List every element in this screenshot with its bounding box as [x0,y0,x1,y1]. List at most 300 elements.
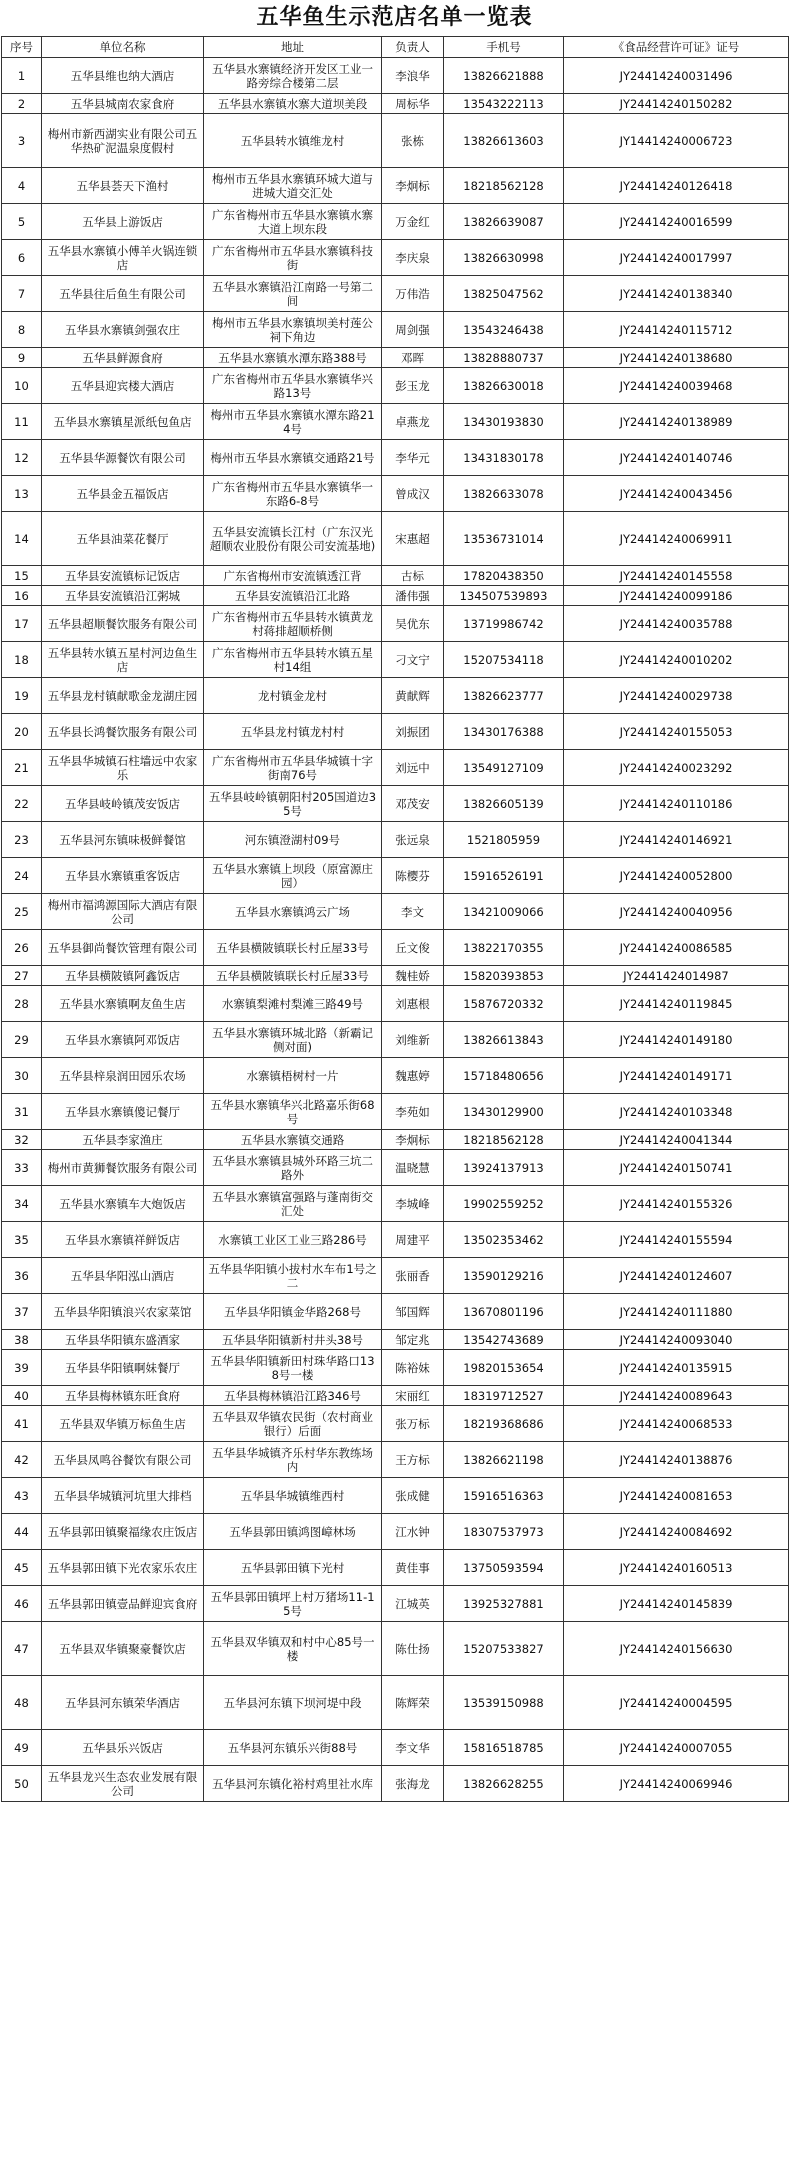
cell-phone: 18319712527 [444,1386,564,1406]
cell-person: 刘振团 [382,714,444,750]
table-row [2,168,789,204]
cell-unit-name: 五华县华源餐饮有限公司 [42,440,204,476]
cell-address: 五华县河东镇乐兴街88号 [204,1730,382,1766]
cell-unit-name: 五华县安流镇沿江粥城 [42,586,204,606]
cell-license: JY24414240084692 [564,1514,789,1550]
cell-unit-name: 五华县荟天下渔村 [42,168,204,204]
cell-no: 30 [2,1058,42,1094]
cell-license: JY24414240111880 [564,1294,789,1330]
table-row [2,822,789,858]
cell-address: 五华县水寨镇鸿云广场 [204,894,382,930]
cell-no: 9 [2,348,42,368]
table-row [2,512,789,566]
cell-license: JY24414240099186 [564,586,789,606]
cell-unit-name: 五华县水寨镇傻记餐厅 [42,1094,204,1130]
cell-address: 龙村镇金龙村 [204,678,382,714]
cell-no: 41 [2,1406,42,1442]
cell-no: 26 [2,930,42,966]
cell-address: 五华县龙村镇龙村村 [204,714,382,750]
cell-address: 五华县河东镇化裕村鸡里社水库 [204,1766,382,1802]
table-row [2,1622,789,1676]
cell-unit-name: 五华县华阳泓山酒店 [42,1258,204,1294]
cell-person: 李炯标 [382,1130,444,1150]
table-row [2,348,789,368]
cell-unit-name: 五华县龙村镇献歌金龙湖庄园 [42,678,204,714]
cell-address: 五华县梅林镇沿江路346号 [204,1386,382,1406]
cell-no: 47 [2,1622,42,1676]
cell-unit-name: 五华县郭田镇壹品鲜迎宾食府 [42,1586,204,1622]
cell-phone: 13421009066 [444,894,564,930]
cell-phone: 17820438350 [444,566,564,586]
cell-unit-name: 五华县水寨镇星派纸包鱼店 [42,404,204,440]
cell-no: 45 [2,1550,42,1586]
table-row [2,930,789,966]
cell-license: JY24414240155594 [564,1222,789,1258]
cell-no: 29 [2,1022,42,1058]
cell-unit-name: 五华县御尚餐饮管理有限公司 [42,930,204,966]
cell-license: JY24414240010202 [564,642,789,678]
cell-license: JY24414240007055 [564,1730,789,1766]
cell-license: JY24414240052800 [564,858,789,894]
cell-person: 万伟浩 [382,276,444,312]
cell-phone: 134507539893 [444,586,564,606]
table-row [2,1766,789,1802]
table-row [2,1676,789,1730]
cell-unit-name: 五华县双华镇聚豪餐饮店 [42,1622,204,1676]
cell-license: JY24414240155326 [564,1186,789,1222]
cell-phone: 18218562128 [444,168,564,204]
cell-no: 18 [2,642,42,678]
cell-unit-name: 梅州市新西湖实业有限公司五华热矿泥温泉度假村 [42,114,204,168]
table-row [2,1186,789,1222]
cell-address: 五华县郭田镇坪上村万猪场11-15号 [204,1586,382,1622]
cell-address: 五华县水寨镇华兴北路嘉乐街68号 [204,1094,382,1130]
cell-no: 14 [2,512,42,566]
cell-no: 8 [2,312,42,348]
cell-phone: 13430176388 [444,714,564,750]
cell-person: 陈樱芬 [382,858,444,894]
cell-unit-name: 五华县郭田镇聚福缘农庄饭店 [42,1514,204,1550]
cell-phone: 1521805959 [444,822,564,858]
table-row [2,368,789,404]
cell-address: 五华县水寨镇水寨大道坝美段 [204,94,382,114]
cell-address: 五华县华阳镇新村井头38号 [204,1330,382,1350]
cell-person: 温晓慧 [382,1150,444,1186]
cell-no: 5 [2,204,42,240]
cell-license: JY24414240138989 [564,404,789,440]
cell-person: 刁文宁 [382,642,444,678]
cell-phone: 13924137913 [444,1150,564,1186]
cell-address: 广东省梅州市五华县水寨镇科技街 [204,240,382,276]
cell-address: 五华县水寨镇水潭东路388号 [204,348,382,368]
cell-no: 27 [2,966,42,986]
table-row [2,986,789,1022]
cell-phone: 13502353462 [444,1222,564,1258]
cell-license: JY24414240103348 [564,1094,789,1130]
cell-phone: 13543222113 [444,94,564,114]
cell-unit-name: 五华县华阳镇东盛酒家 [42,1330,204,1350]
cell-unit-name: 五华县河东镇味极鲜餐馆 [42,822,204,858]
cell-license: JY2441424014987 [564,966,789,986]
cell-phone: 15916516363 [444,1478,564,1514]
cell-license: JY24414240031496 [564,58,789,94]
table-row [2,94,789,114]
cell-license: JY24414240004595 [564,1676,789,1730]
cell-unit-name: 五华县往后鱼生有限公司 [42,276,204,312]
cell-license: JY24414240155053 [564,714,789,750]
cell-license: JY24414240135915 [564,1350,789,1386]
cell-unit-name: 五华县双华镇万标鱼生店 [42,1406,204,1442]
cell-phone: 13828880737 [444,348,564,368]
column-header-unit: 单位名称 [42,37,204,58]
cell-no: 33 [2,1150,42,1186]
table-row [2,1550,789,1586]
cell-address: 五华县河东镇下坝河堤中段 [204,1676,382,1730]
cell-no: 13 [2,476,42,512]
cell-no: 20 [2,714,42,750]
cell-no: 39 [2,1350,42,1386]
table-row [2,566,789,586]
cell-license: JY24414240039468 [564,368,789,404]
cell-no: 38 [2,1330,42,1350]
cell-phone: 13822170355 [444,930,564,966]
cell-phone: 13826623777 [444,678,564,714]
cell-address: 梅州市五华县水寨镇水潭东路214号 [204,404,382,440]
column-header-address: 地址 [204,37,382,58]
cell-unit-name: 五华县迎宾楼大酒店 [42,368,204,404]
cell-no: 28 [2,986,42,1022]
cell-license: JY24414240124607 [564,1258,789,1294]
cell-person: 古标 [382,566,444,586]
cell-no: 11 [2,404,42,440]
cell-phone: 13925327881 [444,1586,564,1622]
cell-person: 李文 [382,894,444,930]
cell-address: 五华县转水镇维龙村 [204,114,382,168]
cell-address: 五华县水寨镇沿江南路一号第二间 [204,276,382,312]
cell-license: JY24414240140746 [564,440,789,476]
cell-address: 五华县郭田镇下光村 [204,1550,382,1586]
table-row [2,714,789,750]
table-row [2,240,789,276]
cell-license: JY24414240145558 [564,566,789,586]
cell-person: 陈辉荣 [382,1676,444,1730]
column-header-license: 《食品经营许可证》证号 [564,37,789,58]
cell-address: 五华县华城镇维西村 [204,1478,382,1514]
cell-no: 24 [2,858,42,894]
cell-license: JY24414240040956 [564,894,789,930]
cell-no: 12 [2,440,42,476]
cell-person: 张成健 [382,1478,444,1514]
cell-address: 水寨镇工业区工业三路286号 [204,1222,382,1258]
cell-phone: 15876720332 [444,986,564,1022]
cell-unit-name: 五华县鲜源食府 [42,348,204,368]
cell-license: JY24414240150741 [564,1150,789,1186]
cell-address: 广东省梅州市安流镇透江背 [204,566,382,586]
cell-person: 王方标 [382,1442,444,1478]
cell-person: 刘维新 [382,1022,444,1058]
cell-license: JY14414240006723 [564,114,789,168]
cell-phone: 19820153654 [444,1350,564,1386]
cell-license: JY24414240138680 [564,348,789,368]
cell-phone: 13549127109 [444,750,564,786]
table-row [2,1514,789,1550]
cell-address: 河东镇澄湖村09号 [204,822,382,858]
table-row [2,1294,789,1330]
cell-phone: 13826639087 [444,204,564,240]
cell-license: JY24414240086585 [564,930,789,966]
cell-address: 五华县华阳镇金华路268号 [204,1294,382,1330]
table-row [2,786,789,822]
cell-phone: 13826628255 [444,1766,564,1802]
table-row [2,440,789,476]
cell-no: 17 [2,606,42,642]
cell-unit-name: 五华县水寨镇车大炮饭店 [42,1186,204,1222]
cell-phone: 13826621888 [444,58,564,94]
cell-phone: 18219368686 [444,1406,564,1442]
cell-no: 6 [2,240,42,276]
cell-unit-name: 五华县华阳镇浪兴农家菜馆 [42,1294,204,1330]
cell-address: 五华县水寨镇经济开发区工业一路旁综合楼第二层 [204,58,382,94]
table-row [2,1350,789,1386]
cell-no: 7 [2,276,42,312]
cell-license: JY24414240138340 [564,276,789,312]
cell-phone: 19902559252 [444,1186,564,1222]
cell-person: 刘惠根 [382,986,444,1022]
cell-person: 邓晖 [382,348,444,368]
cell-unit-name: 五华县横陂镇阿鑫饭店 [42,966,204,986]
cell-person: 万金红 [382,204,444,240]
cell-person: 李城峰 [382,1186,444,1222]
cell-person: 李浪华 [382,58,444,94]
cell-person: 周建平 [382,1222,444,1258]
cell-license: JY24414240146921 [564,822,789,858]
table-row [2,1222,789,1258]
table-row [2,1022,789,1058]
cell-person: 吴优东 [382,606,444,642]
cell-phone: 13670801196 [444,1294,564,1330]
cell-phone: 13543246438 [444,312,564,348]
cell-no: 32 [2,1130,42,1150]
cell-phone: 13826605139 [444,786,564,822]
cell-person: 邓茂安 [382,786,444,822]
cell-unit-name: 五华县金五福饭店 [42,476,204,512]
cell-no: 2 [2,94,42,114]
cell-no: 36 [2,1258,42,1294]
cell-person: 卓燕龙 [382,404,444,440]
cell-phone: 13542743689 [444,1330,564,1350]
cell-address: 广东省梅州市五华县转水镇黄龙村蒋排超顺桥侧 [204,606,382,642]
cell-person: 李华元 [382,440,444,476]
cell-no: 35 [2,1222,42,1258]
cell-person: 刘远中 [382,750,444,786]
cell-person: 黄献辉 [382,678,444,714]
cell-person: 李苑如 [382,1094,444,1130]
cell-phone: 13826630998 [444,240,564,276]
cell-no: 37 [2,1294,42,1330]
table-row [2,606,789,642]
cell-address: 五华县华阳镇小拔村水车布1号之二 [204,1258,382,1294]
cell-unit-name: 五华县城南农家食府 [42,94,204,114]
table-row [2,204,789,240]
cell-unit-name: 五华县油菜花餐厅 [42,512,204,566]
table-row [2,858,789,894]
table-row [2,750,789,786]
cell-no: 19 [2,678,42,714]
table-body [2,58,789,1802]
cell-no: 4 [2,168,42,204]
table-row [2,114,789,168]
cell-address: 五华县水寨镇交通路 [204,1130,382,1150]
cell-no: 40 [2,1386,42,1406]
cell-address: 五华县横陂镇联长村丘屋33号 [204,966,382,986]
cell-person: 李文华 [382,1730,444,1766]
cell-phone: 13590129216 [444,1258,564,1294]
table-row [2,1478,789,1514]
cell-person: 宋丽红 [382,1386,444,1406]
cell-no: 1 [2,58,42,94]
cell-address: 五华县岐岭镇朝阳村205国道边35号 [204,786,382,822]
cell-no: 44 [2,1514,42,1550]
cell-address: 梅州市五华县水寨镇交通路21号 [204,440,382,476]
cell-address: 梅州市五华县水寨镇坝美村莲公祠下角边 [204,312,382,348]
cell-person: 周剑强 [382,312,444,348]
cell-person: 黄佳事 [382,1550,444,1586]
cell-person: 张海龙 [382,1766,444,1802]
table-row [2,894,789,930]
cell-unit-name: 五华县梅林镇东旺食府 [42,1386,204,1406]
cell-address: 五华县安流镇长江村（广东汉光超顺农业股份有限公司安流基地) [204,512,382,566]
cell-license: JY24414240119845 [564,986,789,1022]
cell-person: 宋惠超 [382,512,444,566]
cell-phone: 13539150988 [444,1676,564,1730]
table-row [2,678,789,714]
cell-license: JY24414240145839 [564,1586,789,1622]
table-row [2,1058,789,1094]
cell-address: 五华县郭田镇鸿图嶂林场 [204,1514,382,1550]
table-row [2,312,789,348]
cell-phone: 13826613603 [444,114,564,168]
cell-phone: 18307537973 [444,1514,564,1550]
cell-license: JY24414240149180 [564,1022,789,1058]
cell-no: 10 [2,368,42,404]
cell-unit-name: 五华县华阳镇啊妹餐厅 [42,1350,204,1386]
cell-address: 广东省梅州市五华县水寨镇华兴路13号 [204,368,382,404]
cell-person: 陈仕扬 [382,1622,444,1676]
cell-person: 张丽香 [382,1258,444,1294]
cell-address: 五华县双华镇双和村中心85号一楼 [204,1622,382,1676]
cell-unit-name: 五华县转水镇五星村河边鱼生店 [42,642,204,678]
cell-license: JY24414240016599 [564,204,789,240]
table-row [2,276,789,312]
cell-address: 广东省梅州市五华县水寨镇水寨大道上坝东段 [204,204,382,240]
cell-license: JY24414240150282 [564,94,789,114]
restaurant-list-table [1,36,789,1802]
cell-unit-name: 五华县水寨镇阿邓饭店 [42,1022,204,1058]
table-header-row [2,37,789,58]
cell-unit-name: 梅州市福鸿源国际大酒店有限公司 [42,894,204,930]
cell-address: 水寨镇梧树村一片 [204,1058,382,1094]
cell-no: 49 [2,1730,42,1766]
cell-unit-name: 五华县超顺餐饮服务有限公司 [42,606,204,642]
cell-no: 22 [2,786,42,822]
cell-phone: 13825047562 [444,276,564,312]
cell-unit-name: 五华县凤鸣谷餐饮有限公司 [42,1442,204,1478]
cell-license: JY24414240041344 [564,1130,789,1150]
cell-no: 43 [2,1478,42,1514]
cell-no: 34 [2,1186,42,1222]
cell-person: 张栋 [382,114,444,168]
table-row [2,1150,789,1186]
cell-phone: 15207534118 [444,642,564,678]
table-row [2,476,789,512]
cell-unit-name: 五华县华城镇河坑里大排档 [42,1478,204,1514]
table-row [2,1730,789,1766]
cell-person: 李庆泉 [382,240,444,276]
cell-license: JY24414240110186 [564,786,789,822]
cell-person: 周标华 [382,94,444,114]
table-row [2,1406,789,1442]
table-row [2,1586,789,1622]
cell-address: 五华县水寨镇县城外环路三坑二路外 [204,1150,382,1186]
cell-address: 五华县水寨镇上坝段（原富源庄园） [204,858,382,894]
table-row [2,642,789,678]
cell-phone: 13719986742 [444,606,564,642]
cell-phone: 13826613843 [444,1022,564,1058]
cell-unit-name: 五华县河东镇荣华酒店 [42,1676,204,1730]
cell-no: 23 [2,822,42,858]
cell-unit-name: 梅州市黄狮餐饮服务有限公司 [42,1150,204,1186]
column-header-no: 序号 [2,37,42,58]
cell-phone: 15816518785 [444,1730,564,1766]
cell-address: 五华县双华镇农民街（农村商业银行）后面 [204,1406,382,1442]
cell-person: 江城英 [382,1586,444,1622]
cell-phone: 15207533827 [444,1622,564,1676]
table-row [2,1258,789,1294]
cell-unit-name: 五华县乐兴饭店 [42,1730,204,1766]
cell-no: 21 [2,750,42,786]
cell-license: JY24414240017997 [564,240,789,276]
cell-address: 五华县横陂镇联长村丘屋33号 [204,930,382,966]
cell-license: JY24414240138876 [564,1442,789,1478]
cell-no: 42 [2,1442,42,1478]
cell-unit-name: 五华县岐岭镇茂安饭店 [42,786,204,822]
table-row [2,1442,789,1478]
cell-unit-name: 五华县郭田镇下光农家乐农庄 [42,1550,204,1586]
cell-address: 五华县华城镇齐乐村华东教练场内 [204,1442,382,1478]
table-row [2,58,789,94]
cell-license: JY24414240156630 [564,1622,789,1676]
cell-license: JY24414240043456 [564,476,789,512]
cell-person: 张远泉 [382,822,444,858]
cell-person: 彭玉龙 [382,368,444,404]
cell-unit-name: 五华县水寨镇重客饭店 [42,858,204,894]
cell-person: 江水钟 [382,1514,444,1550]
cell-license: JY24414240035788 [564,606,789,642]
cell-phone: 13430129900 [444,1094,564,1130]
cell-no: 48 [2,1676,42,1730]
cell-person: 魏桂娇 [382,966,444,986]
cell-person: 邹国辉 [382,1294,444,1330]
cell-unit-name: 五华县上游饭店 [42,204,204,240]
cell-license: JY24414240068533 [564,1406,789,1442]
cell-phone: 13826633078 [444,476,564,512]
cell-license: JY24414240029738 [564,678,789,714]
cell-person: 丘文俊 [382,930,444,966]
cell-unit-name: 五华县华城镇石柱墙远中农家乐 [42,750,204,786]
cell-no: 15 [2,566,42,586]
cell-no: 16 [2,586,42,606]
cell-phone: 13536731014 [444,512,564,566]
